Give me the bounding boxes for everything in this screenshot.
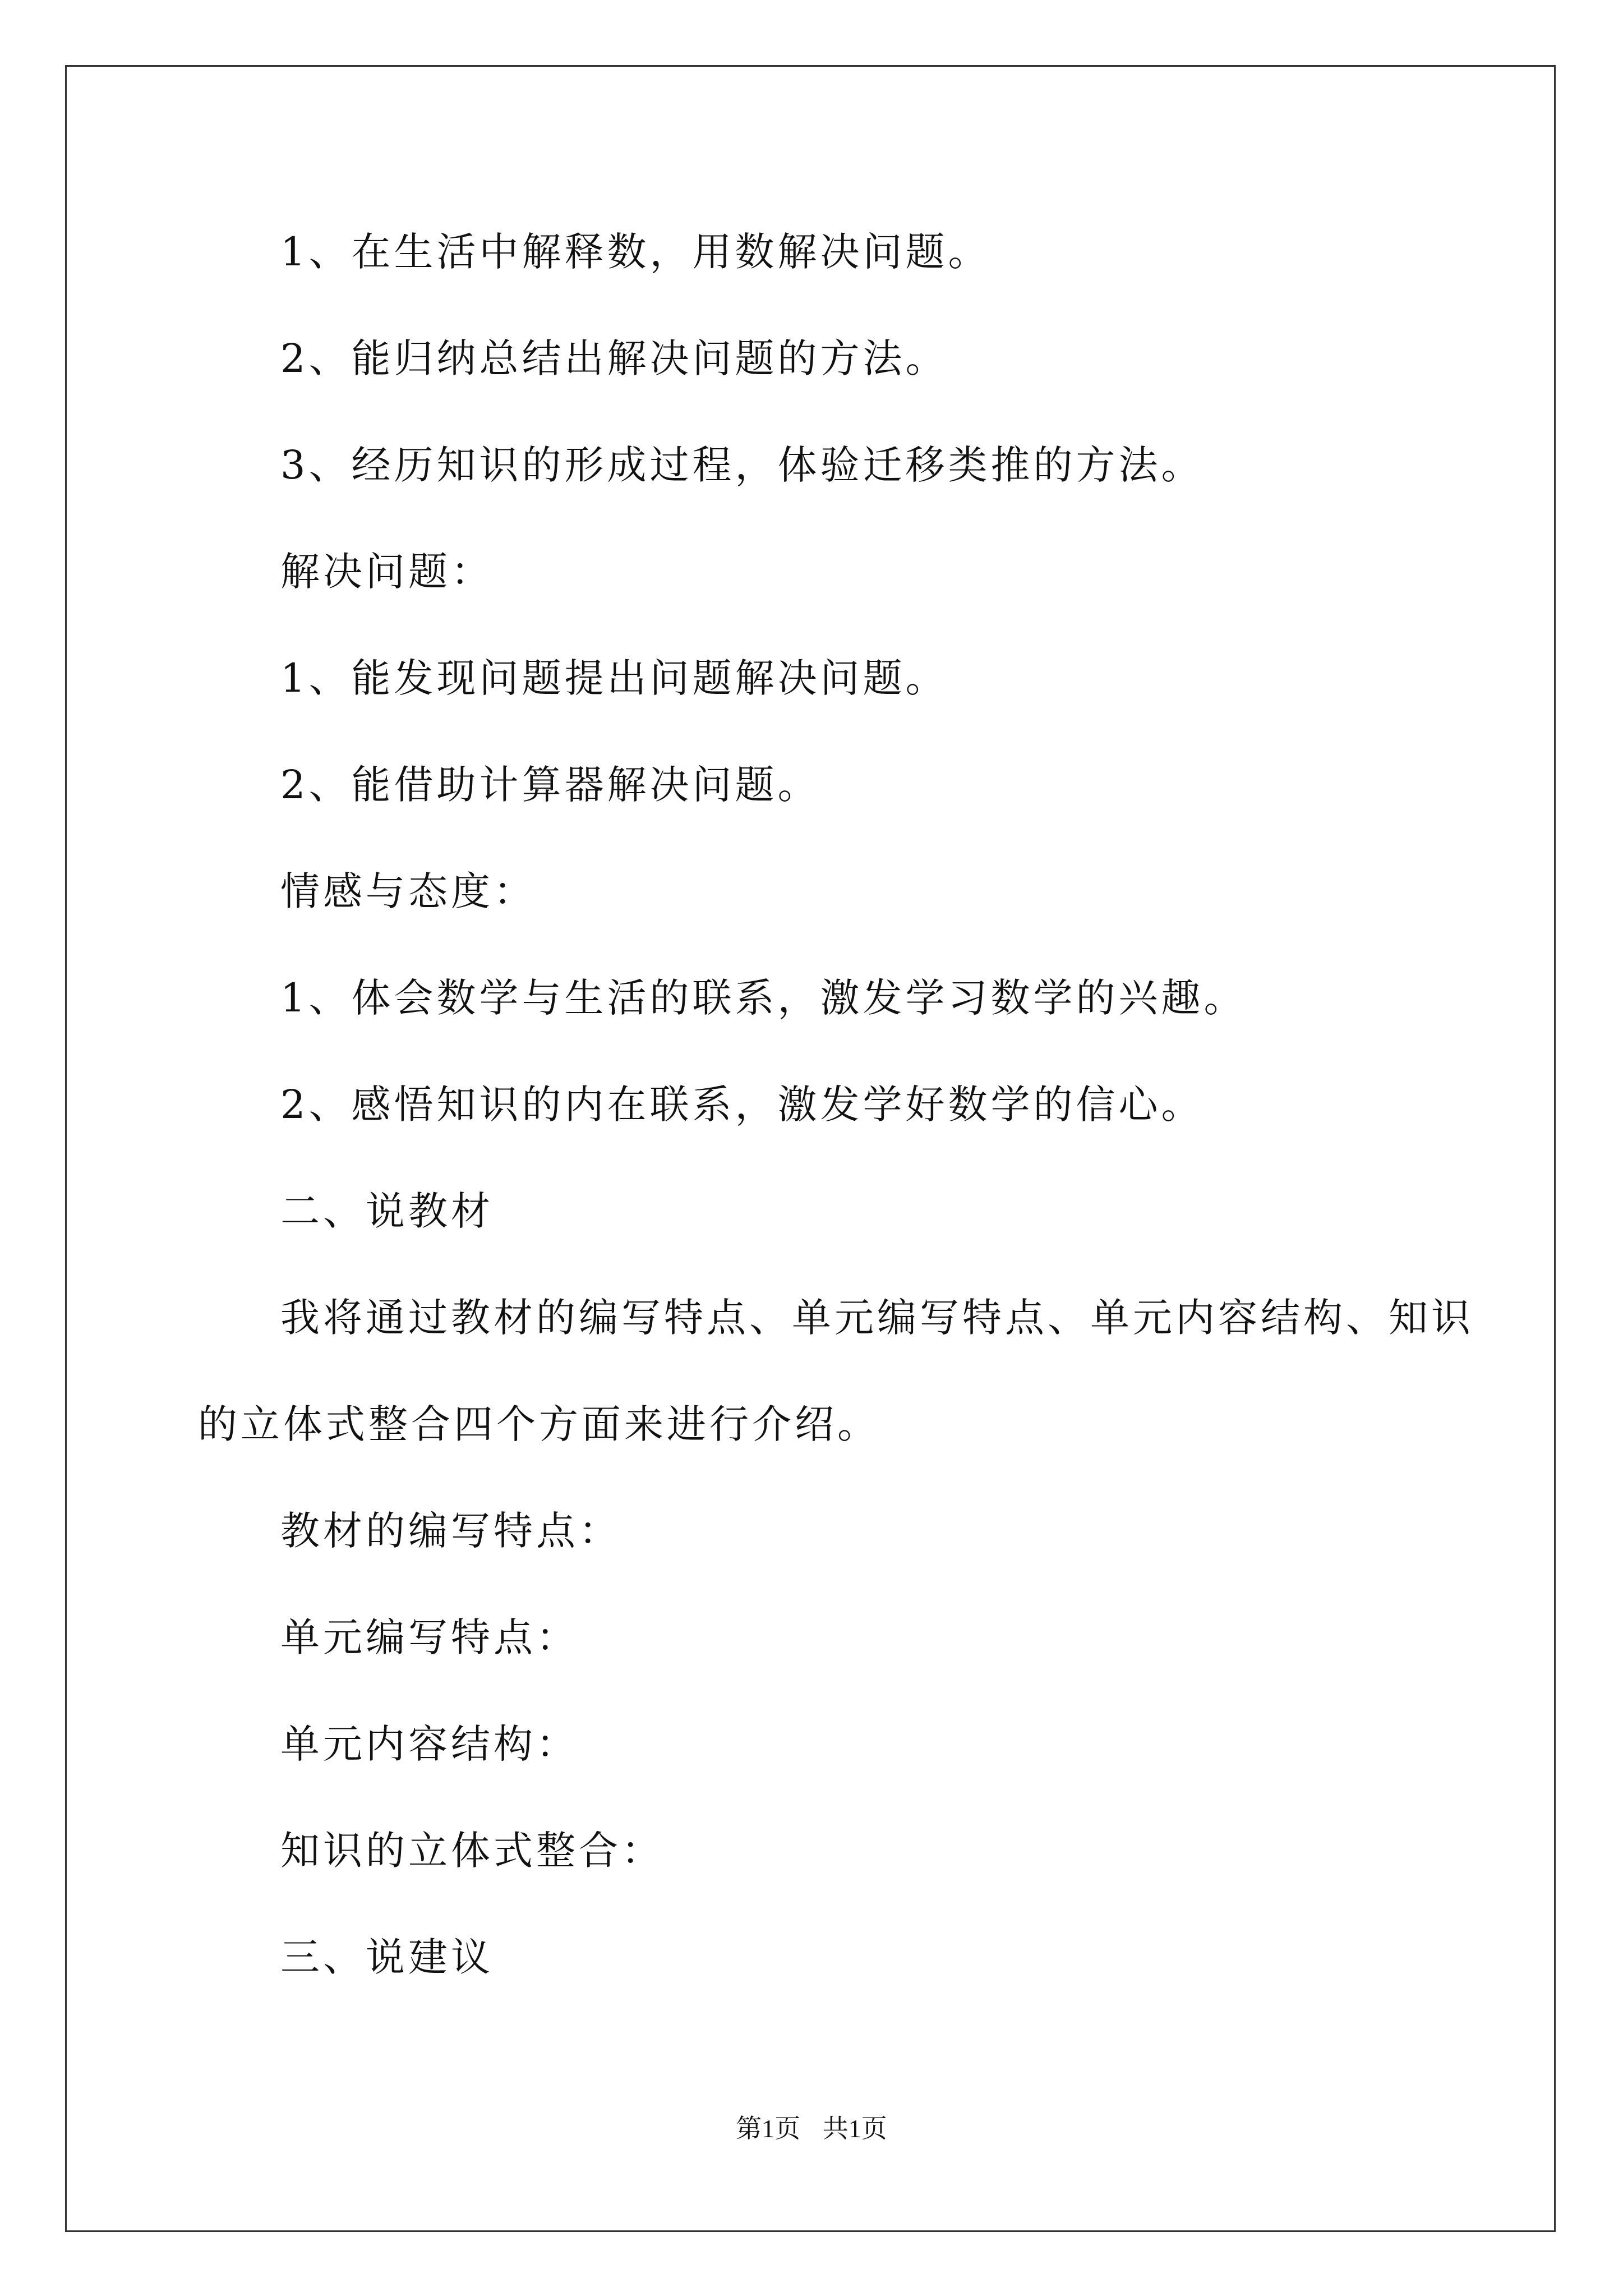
paragraph: 1、能发现问题提出问题解决问题。 xyxy=(280,655,948,701)
section-heading: 单元编写特点： xyxy=(280,1614,579,1660)
page-total: 共1页 xyxy=(822,2114,887,2143)
paragraph: 2、能归纳总结出解决问题的方法。 xyxy=(280,335,948,381)
paragraph: 2、能借助计算器解决问题。 xyxy=(280,762,820,808)
paragraph: 3、经历知识的形成过程，体验迁移类推的方法。 xyxy=(280,442,1204,488)
section-heading: 解决问题： xyxy=(280,549,494,595)
section-heading: 知识的立体式整合： xyxy=(280,1828,664,1874)
page-footer xyxy=(0,2112,1623,2146)
section-heading: 二、说教材 xyxy=(280,1188,494,1234)
paragraph: 2、感悟知识的内在联系，激发学好数学的信心。 xyxy=(280,1082,1204,1128)
paragraph: 1、在生活中解释数，用数解决问题。 xyxy=(280,229,991,275)
section-heading: 情感与态度： xyxy=(280,868,536,914)
paragraph-continuation: 的立体式整合四个方面来进行介绍。 xyxy=(198,1401,880,1447)
section-heading: 三、说建议 xyxy=(280,1934,494,1980)
paragraph: 我将通过教材的编写特点、单元编写特点、单元内容结构、知识 xyxy=(280,1295,1474,1341)
page-number: 第1页 xyxy=(736,2114,801,2143)
paragraph: 1、体会数学与生活的联系，激发学习数学的兴趣。 xyxy=(280,975,1247,1021)
page-border xyxy=(65,65,1556,2232)
section-heading: 单元内容结构： xyxy=(280,1721,579,1767)
section-heading: 教材的编写特点： xyxy=(280,1508,621,1554)
